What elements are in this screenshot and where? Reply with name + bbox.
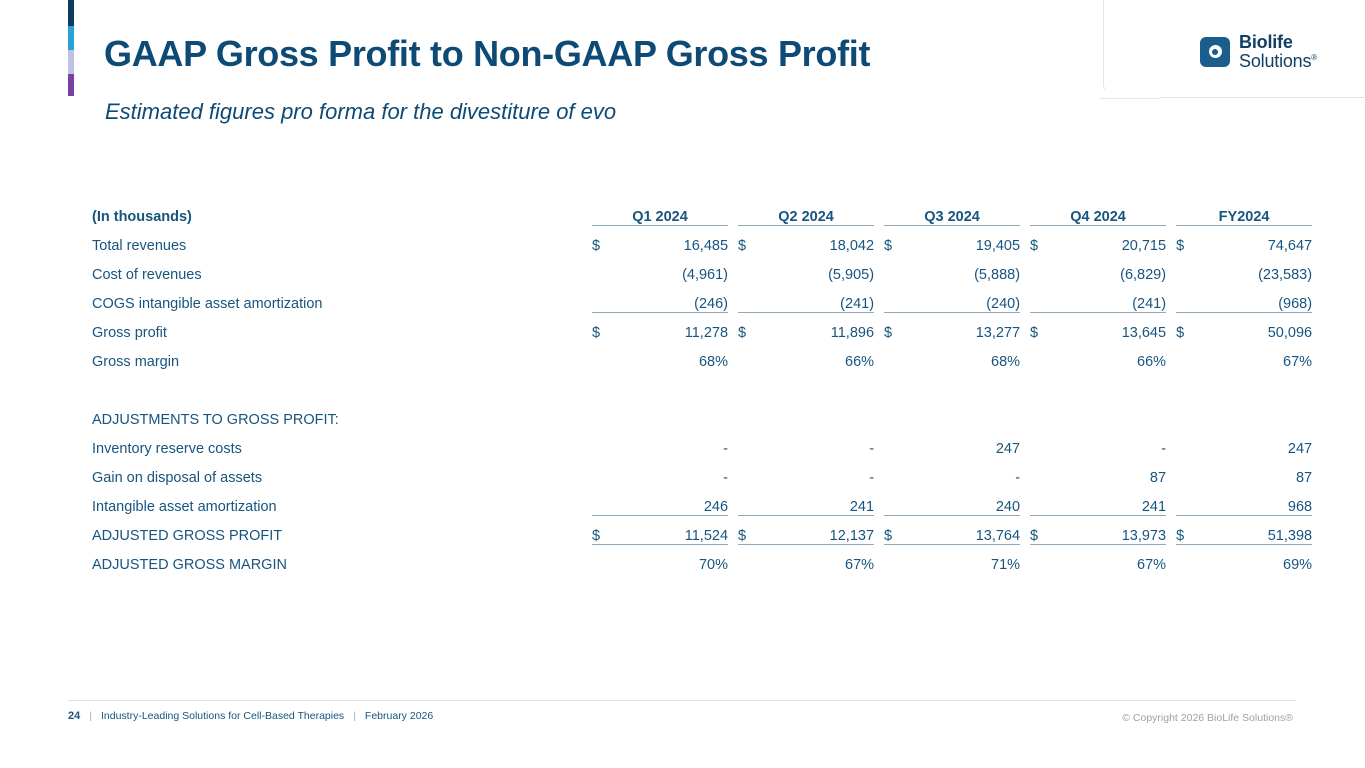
- row-currency: $: [1176, 312, 1202, 341]
- row-label: Inventory reserve costs: [92, 441, 242, 457]
- row-currency: [1176, 544, 1202, 573]
- section-heading: ADJUSTMENTS TO GROSS PROFIT:: [92, 412, 339, 428]
- row-currency: [738, 254, 764, 283]
- brand-name-line2: Solutions®: [1239, 50, 1317, 71]
- row-value: -: [869, 470, 875, 486]
- biolife-logo-icon: [1200, 37, 1230, 67]
- brand-logo: [1200, 33, 1317, 70]
- accent-bar-navy: [68, 0, 74, 26]
- row-currency: [884, 457, 910, 486]
- row-value: 247: [1287, 441, 1313, 457]
- row-value: 67%: [1283, 354, 1313, 370]
- row-value: (240): [986, 295, 1021, 312]
- row-value: 19,405: [975, 238, 1021, 254]
- row-currency: [1030, 341, 1056, 370]
- row-value: 16,485: [683, 238, 729, 254]
- row-currency: $: [884, 515, 910, 544]
- row-value: (6,829): [1120, 267, 1167, 283]
- row-currency: $: [592, 238, 601, 254]
- row-currency: $: [738, 515, 764, 544]
- footer-separator: |: [89, 710, 92, 722]
- row-currency: [884, 544, 910, 573]
- page-subtitle: Estimated figures pro forma for the divestiture of evo: [105, 99, 617, 124]
- row-currency: [592, 486, 618, 515]
- row-currency: [884, 341, 910, 370]
- row-currency: [592, 283, 618, 312]
- row-value: 13,764: [910, 515, 1020, 544]
- row-currency: [1176, 283, 1202, 312]
- row-value: 13,277: [910, 312, 1020, 341]
- footer-tagline: Industry-Leading Solutions for Cell-Based Therapies: [100, 710, 345, 722]
- table-row: [92, 457, 1312, 486]
- footer-divider: [68, 700, 1296, 701]
- row-currency: [738, 428, 764, 457]
- row-currency: [738, 486, 764, 515]
- row-value: (241): [1132, 295, 1167, 312]
- row-label: ADJUSTED GROSS MARGIN: [92, 557, 287, 573]
- page-number: 24: [68, 710, 81, 722]
- row-currency: [1030, 254, 1056, 283]
- column-header-q2: Q2 2024: [738, 196, 874, 225]
- row-value: (968): [1278, 295, 1313, 312]
- row-currency: [884, 428, 910, 457]
- row-value: (241): [840, 295, 875, 312]
- row-value: 241: [1141, 498, 1167, 515]
- brand-name-line1: Biolife: [1239, 32, 1293, 52]
- row-currency: [738, 283, 764, 312]
- row-value: 66%: [1137, 354, 1167, 370]
- footer-copyright: © Copyright 2026 BioLife Solutions®: [1122, 712, 1293, 724]
- row-value: -: [723, 441, 729, 457]
- row-label: ADJUSTED GROSS PROFIT: [92, 528, 283, 544]
- row-currency: [884, 283, 910, 312]
- row-currency: [1176, 457, 1202, 486]
- row-currency: [738, 341, 764, 370]
- accent-bar-lavender: [68, 50, 74, 74]
- row-currency: [1176, 341, 1202, 370]
- table-row: [92, 515, 1312, 544]
- row-value: 246: [703, 498, 729, 515]
- row-value: 12,137: [764, 515, 874, 544]
- footer-left: [68, 710, 433, 722]
- row-currency: [592, 544, 618, 573]
- table-row: [92, 544, 1312, 573]
- table-row: [92, 312, 1312, 341]
- table-row: [92, 428, 1312, 457]
- row-currency: [592, 457, 618, 486]
- row-value: 20,715: [1121, 238, 1167, 254]
- row-currency: $: [592, 515, 618, 544]
- row-currency: [592, 254, 618, 283]
- unit-note: (In thousands): [92, 209, 192, 225]
- row-value: 87: [1295, 470, 1313, 486]
- table-row: [92, 283, 1312, 312]
- row-currency: $: [592, 312, 618, 341]
- row-value: -: [723, 470, 729, 486]
- row-value: 69%: [1202, 544, 1312, 573]
- row-value: 13,973: [1056, 515, 1166, 544]
- row-value: 241: [849, 498, 875, 515]
- row-value: 11,524: [618, 515, 728, 544]
- row-value: 66%: [845, 354, 875, 370]
- row-currency: [1030, 283, 1056, 312]
- row-value: 968: [1287, 498, 1313, 515]
- row-label: COGS intangible asset amortization: [92, 296, 323, 312]
- row-currency: [884, 254, 910, 283]
- row-value: 71%: [910, 544, 1020, 573]
- row-label: Gross profit: [92, 325, 167, 341]
- registered-mark: ®: [1311, 52, 1317, 62]
- row-currency: [738, 544, 764, 573]
- brand-logo-text: [1239, 33, 1317, 70]
- row-currency: [1176, 486, 1202, 515]
- table-header-row: [92, 196, 1312, 225]
- row-label: Gross margin: [92, 354, 180, 370]
- page-title: GAAP Gross Profit to Non-GAAP Gross Profit: [104, 33, 871, 74]
- column-header-q3: Q3 2024: [884, 196, 1020, 225]
- row-currency: $: [884, 238, 893, 254]
- row-value: (246): [694, 295, 729, 312]
- column-header-q1: Q1 2024: [592, 196, 728, 225]
- row-value: -: [869, 441, 875, 457]
- column-header-q4: Q4 2024: [1030, 196, 1166, 225]
- row-value: 11,896: [764, 312, 874, 341]
- row-currency: $: [1176, 515, 1202, 544]
- row-value: (4,961): [682, 267, 729, 283]
- row-value: 70%: [618, 544, 728, 573]
- row-label: Total revenues: [92, 238, 187, 254]
- row-currency: $: [1030, 312, 1056, 341]
- row-label: Intangible asset amortization: [92, 499, 277, 515]
- row-currency: [592, 428, 618, 457]
- row-currency: [592, 341, 618, 370]
- row-value: -: [1161, 441, 1167, 457]
- row-value: 51,398: [1202, 515, 1312, 544]
- row-value: 240: [995, 498, 1021, 515]
- footer-separator: |: [353, 710, 356, 722]
- footer-date: February 2026: [364, 710, 434, 722]
- row-value: 247: [995, 441, 1021, 457]
- table-section-heading-row: [92, 399, 1312, 428]
- row-value: 74,647: [1267, 238, 1313, 254]
- row-value: 18,042: [829, 238, 875, 254]
- row-value: (23,583): [1258, 267, 1313, 283]
- row-currency: [1176, 254, 1202, 283]
- row-label: Gain on disposal of assets: [92, 470, 263, 486]
- row-currency: [1030, 428, 1056, 457]
- row-value: (5,888): [974, 267, 1021, 283]
- accent-bar-purple: [68, 74, 74, 96]
- row-currency: $: [1176, 238, 1185, 254]
- row-currency: [1030, 486, 1056, 515]
- column-header-fy: FY2024: [1176, 196, 1312, 225]
- row-currency: $: [738, 312, 764, 341]
- row-label: Cost of revenues: [92, 267, 202, 283]
- row-value: 67%: [1056, 544, 1166, 573]
- table-row: [92, 486, 1312, 515]
- table-row: [92, 225, 1312, 254]
- row-value: 50,096: [1202, 312, 1312, 341]
- financial-table: [92, 196, 1313, 573]
- row-value: 11,278: [618, 312, 728, 341]
- row-currency: [1030, 544, 1056, 573]
- row-value: 68%: [698, 354, 729, 370]
- row-currency: [884, 486, 910, 515]
- row-value: -: [1015, 470, 1021, 486]
- row-value: 67%: [764, 544, 874, 573]
- row-currency: [738, 457, 764, 486]
- row-value: (5,905): [828, 267, 875, 283]
- row-currency: $: [738, 238, 747, 254]
- accent-bar-cyan: [68, 26, 74, 50]
- row-currency: [1030, 457, 1056, 486]
- row-value: 68%: [991, 354, 1021, 370]
- row-currency: $: [1030, 238, 1039, 254]
- row-value: 13,645: [1056, 312, 1166, 341]
- row-currency: $: [1030, 515, 1056, 544]
- table-row: [92, 341, 1312, 370]
- row-currency: [1176, 428, 1202, 457]
- row-currency: $: [884, 312, 910, 341]
- row-value: 87: [1149, 470, 1167, 486]
- table-row: [92, 254, 1312, 283]
- accent-bars: [68, 0, 74, 96]
- table-spacer-row: [92, 370, 1312, 399]
